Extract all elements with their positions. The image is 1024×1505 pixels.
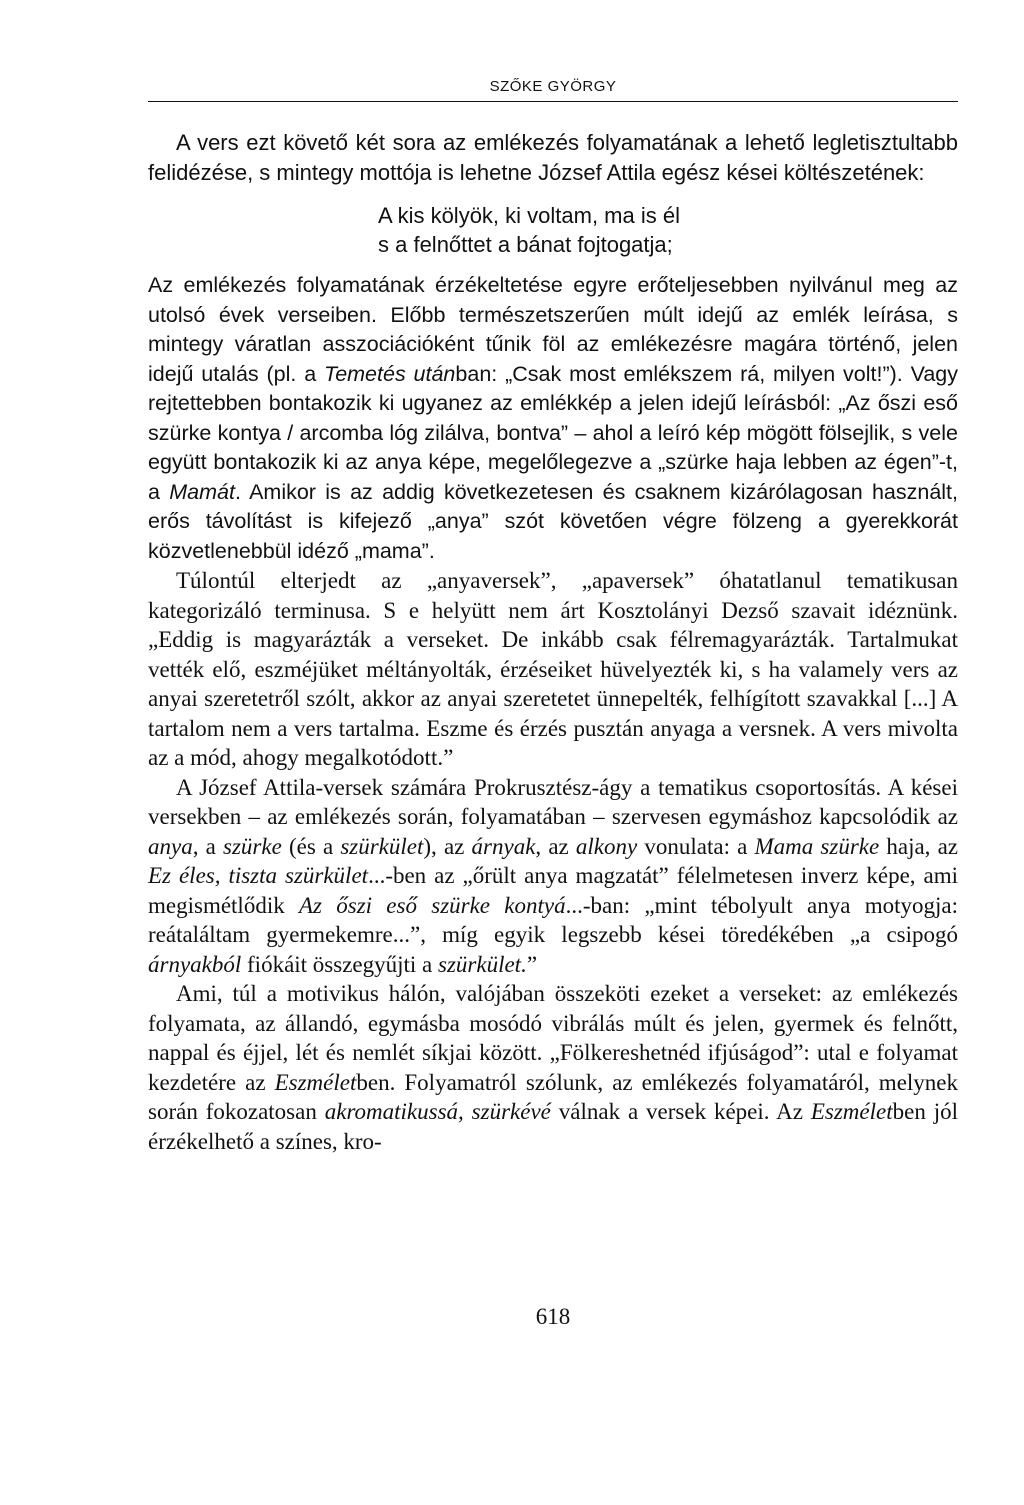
text-segment: haja, az xyxy=(879,833,959,859)
italic-text-segment: Eszmélet xyxy=(810,1099,893,1124)
italic-text-segment: árnyak xyxy=(471,833,536,859)
text-segment: ben. Folyamatról szólunk, az emlékezés folyamatáról, melynek során fokozatosan xyxy=(148,1069,958,1124)
text-segment: ban: „Csak most emlékszem rá, milyen volt!”). Vagy rejtettebben bontakozik ki ugyanez az emlékkép a jelen idejű leírásból: „Az őszi eső szürke kontya / arcomba lóg zilálva, bontva” – ahol a leíró kép mögött fölsejlik, s vele együtt bontakozik ki az anya képe, megelőlegezve a „szürke haja lebben az égen”-t, a xyxy=(148,361,959,504)
text-segment: fiókáit összegyűjti a xyxy=(241,951,439,977)
paragraph-2 xyxy=(148,271,958,566)
text-segment: Ami, túl a motivikus hálón, valójában összeköti ezeket a verseket: az emlékezés folyamata, az állandó, egymásba mosódó vibrálás múlt és jelen, gyermek és felnőtt, nappal és éjjel, lét és nemlét síkjai között. „Fölkereshetnéd ifjúságod”: utal e folyamat kezdetére az xyxy=(148,981,958,1095)
italic-text-segment: szürkület xyxy=(340,833,424,859)
verse-line-2: s a felnőttet a bánat fojtogatja; xyxy=(378,232,673,257)
italic-text-segment: akromatikussá, szürkévé xyxy=(324,1099,551,1124)
verse-quote xyxy=(378,201,958,259)
paragraph-5 xyxy=(148,979,958,1156)
text-segment: ” xyxy=(526,951,538,977)
paragraph-4 xyxy=(148,773,958,980)
body-text xyxy=(148,128,958,1156)
italic-text-segment: Temetés után xyxy=(324,361,456,386)
running-header: SZŐKE GYÖRGY xyxy=(489,78,617,95)
italic-text-segment: Mama szürke xyxy=(754,833,880,859)
italic-text-segment: anya xyxy=(148,833,193,859)
text-segment: válnak a versek képei. Az xyxy=(550,1099,811,1124)
italic-text-segment: Ez éles, tiszta szürkület xyxy=(148,863,369,888)
text-segment: Az emlékezés folyamatának érzékeltetése egyre erőteljesebben nyilvánul meg az utolsó évek verseiben. Előbb természetszerűen múlt idejű az emlék leírása, s mintegy váratlan asszociációként tűnik föl az emlékezésre magára történő, jelen idejű utalás (pl. a xyxy=(148,273,958,386)
italic-text-segment: szürke xyxy=(223,833,282,859)
text-segment: ben jól érzékelhető a színes, kro- xyxy=(148,1099,959,1154)
italic-text-segment: Mamát xyxy=(169,479,235,504)
paragraph-1 xyxy=(148,128,958,187)
text-segment: , az xyxy=(535,833,576,859)
page-number: 618 xyxy=(535,1304,571,1329)
italic-text-segment: szürkület. xyxy=(438,951,527,977)
paragraph-3 xyxy=(148,566,958,773)
header-rule xyxy=(148,101,958,102)
italic-text-segment: Az őszi eső szürke kontyá xyxy=(298,892,566,918)
italic-text-segment: Eszmélet xyxy=(274,1069,357,1095)
italic-text-segment: árnyakból xyxy=(148,951,242,977)
text-segment: , a xyxy=(192,833,224,859)
text-segment: A József Attila-versek számára Prokrusztész-ágy a tematikus csoportosítás. A kései versekben – az emlékezés során, folyamatában – szervesen egymáshoz kapcsolódik az xyxy=(148,774,958,829)
text-segment: ), az xyxy=(423,833,472,859)
italic-text-segment: alkony xyxy=(575,833,638,859)
text-segment: Túlontúl elterjedt az „anyaversek”, „apaversek” óhatatlanul tematikusan kategorizáló terminusa. S e helyütt nem árt Kosztolányi Dezső szavait idéznünk. „Eddig is magyarázták a verseket. De inkább csak félremagyarázták. Tartalmukat vették elő, eszméjüket méltányolták, érzéseiket hüvelyezték ki, s ha valamely vers az anyai szeretetről szólt, akkor az anyai szeretetet ünnepelték, felhígított szavakkal [...] A tartalom nem a vers tartalma. Eszme és érzés pusztán anyaga a versnek. A vers mivolta az a mód, ahogy megalkotódott.” xyxy=(148,568,958,770)
text-segment: ...-ban: „mint tébolyult anya motyogja: reátaláltam gyermekemre...”, míg egyik legszebb kései töredékében „a csipogó xyxy=(148,892,959,947)
text-segment: A vers ezt követő két sora az emlékezés folyamatának a lehető legletisztultabb felidézése, s mintegy mottója is lehetne József Attila egész kései költészetének: xyxy=(148,130,958,185)
text-segment: ...-ben az „őrült anya magzatát” félelmetesen inverz képe, ami megismétlődik xyxy=(148,863,958,918)
text-segment: . Amikor is az addig következetesen és csaknem kizárólagosan használt, erős távolítást is kifejező „anya” szót követően végre fölzeng a gyerekkorát közvetlenebbül idéző „mama”. xyxy=(148,479,959,563)
text-segment: vonulata: a xyxy=(637,833,755,859)
verse-line-1: A kis kölyök, ki voltam, ma is él xyxy=(378,203,680,228)
text-segment: (és a xyxy=(281,833,341,859)
